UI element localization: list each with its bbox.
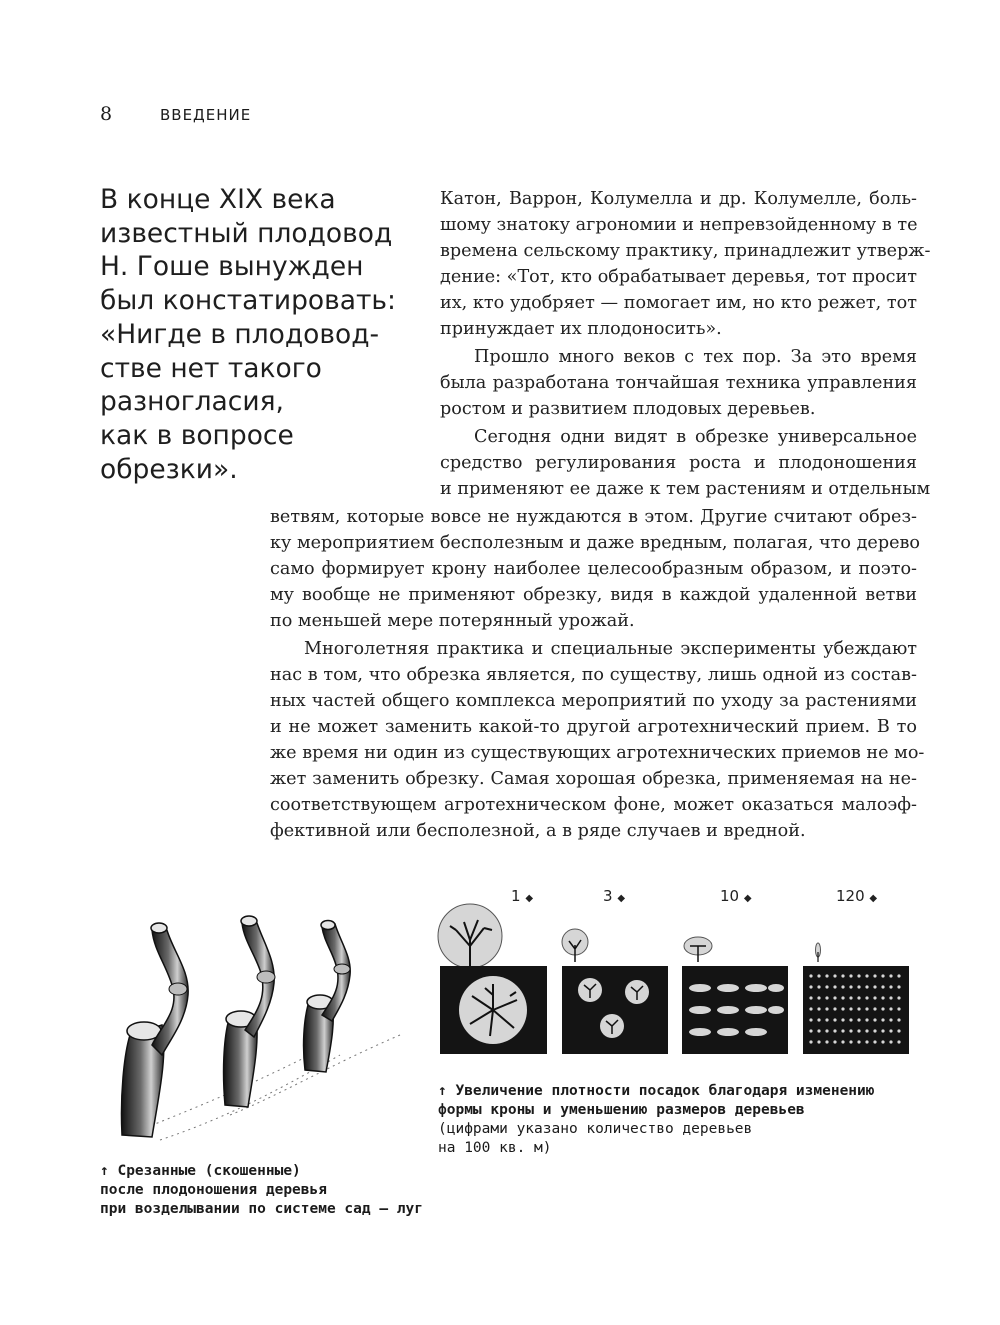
pull-quote-line: Н. Гоше вынужден bbox=[100, 251, 364, 283]
density-value: 10 bbox=[720, 887, 740, 905]
caption-line: при возделывании по системе сад — луг bbox=[100, 1201, 424, 1217]
body-line: времена сельскому практику, принадлежит утверж- bbox=[440, 241, 931, 261]
body-line: их, кто удобряет — помогает им, но кто режет, тот bbox=[440, 293, 917, 313]
body-line: ку мероприятием бесполезным и даже вредным, полагая, что дерево bbox=[270, 533, 921, 553]
density-panel-1 bbox=[440, 966, 547, 1054]
body-line: средство регулирования роста и плодоношения bbox=[440, 453, 917, 473]
pull-quote-line: В конце XIX века bbox=[100, 184, 336, 215]
body-line: ветвям, которые вовсе не нуждаются в этом. Другие считают обрез- bbox=[270, 507, 917, 527]
body-line: Сегодня одни видят в обрезке универсальное bbox=[474, 427, 917, 447]
body-line: ростом и развитием плодовых деревьев. bbox=[440, 399, 816, 419]
body-line: соответствующем агротехническом фоне, может оказаться малоэф- bbox=[270, 795, 917, 815]
body-line: шому знатоку агрономии и непревзойденному в те bbox=[440, 215, 918, 235]
body-line: принуждает их плодоносить». bbox=[440, 319, 722, 339]
caption-line: ↑ Срезанные (скошенные) bbox=[100, 1163, 301, 1179]
density-value: 120 bbox=[836, 887, 865, 905]
pull-quote-line: известный плодовод bbox=[100, 217, 393, 249]
pull-quote-line: стве нет такого bbox=[100, 352, 322, 384]
caption-line: ↑ Увеличение плотности посадок благодаря изменению bbox=[438, 1083, 875, 1099]
body-line: ных частей общего комплекса мероприятий по уходу за растениями bbox=[270, 691, 917, 711]
section-title: ВВЕДЕНИЕ bbox=[160, 106, 252, 124]
tree-icon bbox=[562, 929, 588, 962]
caption-line: после плодоношения деревья bbox=[100, 1182, 327, 1198]
pull-quote-line: «Нигде в плодовод- bbox=[100, 318, 380, 350]
body-line: Прошло много веков с тех пор. За это время bbox=[474, 347, 917, 367]
body-line: была разработана тончайшая техника управления bbox=[440, 373, 917, 393]
pruned-tree-2 bbox=[224, 916, 275, 1107]
pull-quote-line: был констатировать: bbox=[100, 285, 396, 317]
diamond-marker-icon: ◆ bbox=[617, 893, 626, 904]
page-number: 8 bbox=[100, 103, 113, 125]
tree-icon bbox=[816, 943, 821, 962]
density-panel-120 bbox=[803, 966, 909, 1054]
body-line: му вообще не применяют обрезку, видя в каждой удаленной ветви bbox=[270, 585, 917, 605]
diamond-marker-icon: ◆ bbox=[743, 893, 752, 904]
caption-line: формы кроны и уменьшению размеров деревьев bbox=[438, 1102, 805, 1118]
body-line: Многолетняя практика и специальные эксперименты убеждают bbox=[304, 639, 917, 659]
body-line: по меньшей мере потерянный урожай. bbox=[270, 611, 635, 631]
pull-quote-line: как в вопросе bbox=[100, 419, 294, 451]
left-figure-caption bbox=[100, 1162, 423, 1219]
density-panel-10 bbox=[682, 966, 788, 1054]
density-panel-3 bbox=[562, 966, 668, 1054]
diamond-marker-icon: ◆ bbox=[869, 893, 878, 904]
tree-icon bbox=[684, 937, 712, 962]
planting-density-illustration bbox=[430, 900, 910, 1060]
pruned-tree-1 bbox=[121, 923, 188, 1137]
density-value: 1 bbox=[511, 887, 521, 905]
pruned-tree-3 bbox=[304, 921, 351, 1073]
body-line: дение: «Тот, кто обрабатывает деревья, тот просит bbox=[440, 267, 917, 287]
body-line: и применяют ее даже к тем растениям и отдельным bbox=[440, 479, 931, 499]
diamond-marker-icon: ◆ bbox=[525, 893, 534, 904]
body-line: Катон, Варрон, Колумелла и др. Колумелле, боль- bbox=[440, 189, 917, 209]
caption-line: на 100 кв. м) bbox=[438, 1140, 552, 1156]
body-line: и не может заменить какой-то другой агротехнический прием. В то bbox=[270, 717, 917, 737]
body-line: фективной или бесполезной, а в ряде случаев и вредной. bbox=[270, 821, 806, 841]
pull-quote-line: обрезки». bbox=[100, 453, 238, 485]
body-line: нас в том, что обрезка является, по существу, лишь одной из состав- bbox=[270, 665, 917, 685]
right-figure-caption bbox=[438, 1082, 875, 1158]
caption-line: (цифрами указано количество деревьев bbox=[438, 1121, 753, 1137]
density-value: 3 bbox=[603, 887, 613, 905]
body-line: само формирует крону наиболее целесообразным образом, и поэто- bbox=[270, 559, 917, 579]
body-line: же время ни один из существующих агротехнических приемов не мо- bbox=[270, 743, 925, 763]
body-line: жет заменить обрезку. Самая хорошая обрезка, применяемая на не- bbox=[270, 769, 917, 789]
tree-icon bbox=[438, 904, 502, 968]
pruned-trees-illustration bbox=[100, 905, 430, 1160]
pull-quote-line: разногласия, bbox=[100, 386, 284, 418]
pull-quote bbox=[100, 183, 400, 486]
